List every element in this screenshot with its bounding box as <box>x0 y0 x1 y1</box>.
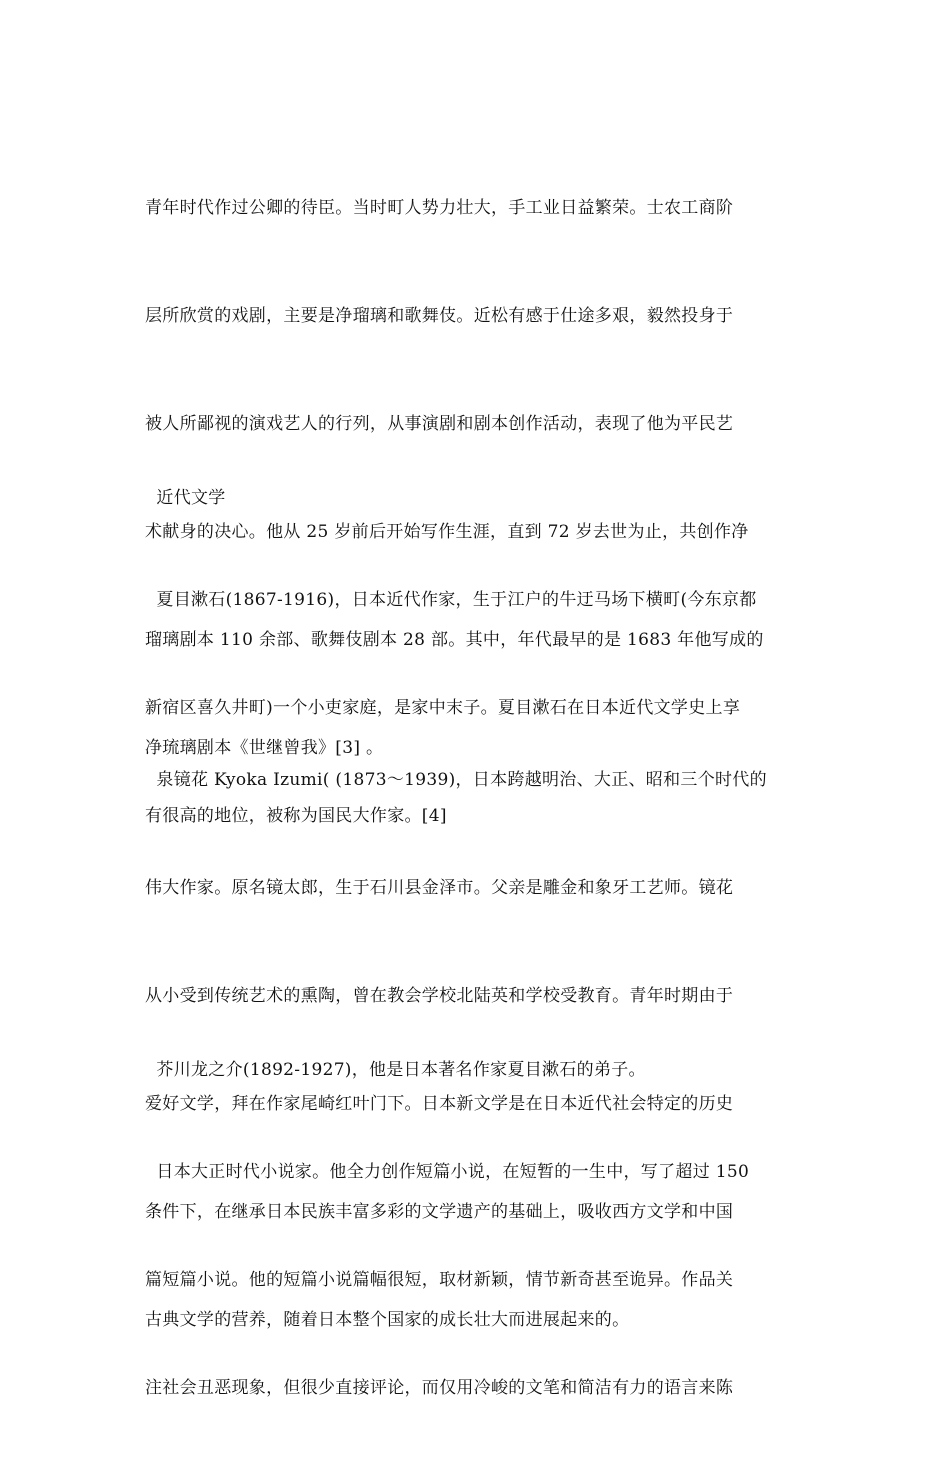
text-line: 层所欣赏的戏剧，主要是净瑠璃和歌舞伎。近松有感于仕途多艰，毅然投身于 <box>145 306 734 326</box>
text-line: 青年时代作过公卿的待臣。当时町人势力壮大，手工业日益繁荣。士农工商阶 <box>145 198 734 218</box>
text-line: 新宿区喜久井町)一个小吏家庭，是家中末子。夏目漱石在日本近代文学史上享 <box>145 698 741 718</box>
text-line: 术献身的决心。他从 25 岁前后开始写作生涯，直到 72 岁去世为止，共创作净 <box>145 522 749 542</box>
text-line: 净琉璃剧本《世继曾我》[3] 。 <box>145 738 384 758</box>
text-line: 伟大作家。原名镜太郎，生于石川县金泽市。父亲是雕金和象牙工艺师。镜花 <box>145 878 734 898</box>
text-line: 被人所鄙视的演戏艺人的行列，从事演剧和剧本创作活动，表现了他为平民艺 <box>145 414 734 434</box>
text-line: 爱好文学，拜在作家尾崎红叶门下。日本新文学是在日本近代社会特定的历史 <box>145 1094 734 1114</box>
text-line: 古典文学的营养，随着日本整个国家的成长壮大而进展起来的。 <box>145 1310 630 1330</box>
text-line: 从小受到传统艺术的熏陶，曾在教会学校北陆英和学校受教育。青年时期由于 <box>145 986 734 1006</box>
text-line: 瑠璃剧本 110 余部、歌舞伎剧本 28 部。其中，年代最早的是 1683 年他写成的 <box>145 630 764 650</box>
text-line: 泉镜花 Kyoka Izumi( (1873～1939)，日本跨越明治、大正、昭和三个时代的 <box>145 770 767 790</box>
text-line: 篇短篇小说。他的短篇小说篇幅很短，取材新颖，情节新奇甚至诡异。作品关 <box>145 1270 734 1290</box>
paragraph-akutagawa-detail <box>145 1082 810 1478</box>
text-line: 夏目漱石(1867-1916)，日本近代作家，生于江户的牛迂马场下横町(今东京都 <box>145 590 757 610</box>
text-line: 注社会丑恶现象，但很少直接评论，而仅用冷峻的文笔和简洁有力的语言来陈 <box>145 1378 734 1398</box>
text-line: 条件下，在继承日本民族丰富多彩的文学遗产的基础上，吸收西方文学和中国 <box>145 1202 734 1222</box>
section-heading: 近代文学 <box>145 488 226 508</box>
text-line: 芥川龙之介(1892-1927)，他是日本著名作家夏目漱石的弟子。 <box>145 1060 646 1080</box>
text-line: 有很高的地位，被称为国民大作家。[4] <box>145 806 447 826</box>
text-line: 日本大正时代小说家。他全力创作短篇小说，在短暂的一生中，写了超过 150 <box>145 1162 750 1182</box>
